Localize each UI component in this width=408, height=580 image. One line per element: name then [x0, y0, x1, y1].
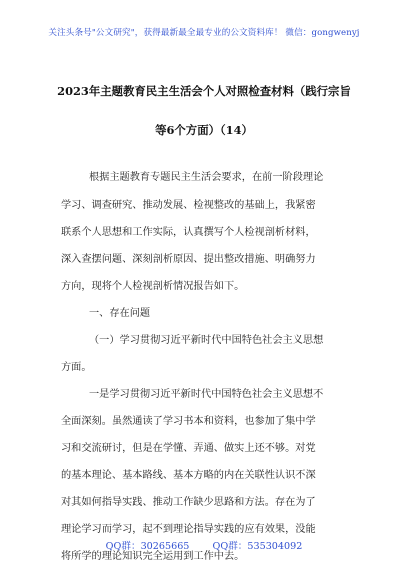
body-line: 学习、调查研究、推动发展、检视整改的基础上，我紧密 [61, 200, 316, 211]
body-line: 全面深刻。虽然通读了学习书本和资料，也参加了集中学 [61, 416, 316, 427]
section-heading: 一、存在问题 [89, 308, 151, 319]
body-line: 习和交流研讨，但是在学懂、弄通、做实上还不够。对党 [61, 443, 316, 454]
footer-qq-group-2: QQ群：535304092 [212, 541, 303, 552]
body-line: 根据主题教育专题民主生活会要求，在前一阶段理论 [89, 172, 324, 183]
document-title-line-2: 等6个方面）（14） [155, 123, 253, 137]
document-title-line-1: 2023年主题教育民主生活会个人对照检查材料（践行宗旨 [57, 84, 351, 98]
body-line: 理论学习而学习，起不到理论指导实践的应有效果，没能 [61, 524, 316, 535]
body-line: 联系个人思想和工作实际，认真撰写个人检视剖析材料， [61, 227, 316, 238]
body-line: 对其如何指导实践、推动工作缺少思路和方法。存在为了 [61, 497, 316, 508]
body-line: 深入查摆问题、深刻剖析原因、提出整改措施、明确努力 [61, 254, 316, 265]
header-promo-note: 关注头条号"公文研究"，获得最新最全最专业的公文资料库！ 微信：gongwenyj [48, 28, 360, 38]
footer-qq-group-1: QQ群：30265665 [105, 541, 190, 552]
body-line: 将所学的理论知识完全运用到工作中去。 [61, 551, 245, 562]
subsection-heading: （一）学习贯彻习近平新时代中国特色社会主义思想 [89, 335, 324, 346]
footer-qq-groups [0, 538, 408, 552]
body-line: 的基本理论、基本路线、基本方略的内在关联性认识不深 [61, 470, 316, 481]
body-line: 一是学习贯彻习近平新时代中国特色社会主义思想不 [89, 389, 324, 400]
subsection-heading-cont: 方面。 [61, 362, 92, 373]
body-line: 方向，现将个人检视剖析情况报告如下。 [61, 281, 245, 292]
